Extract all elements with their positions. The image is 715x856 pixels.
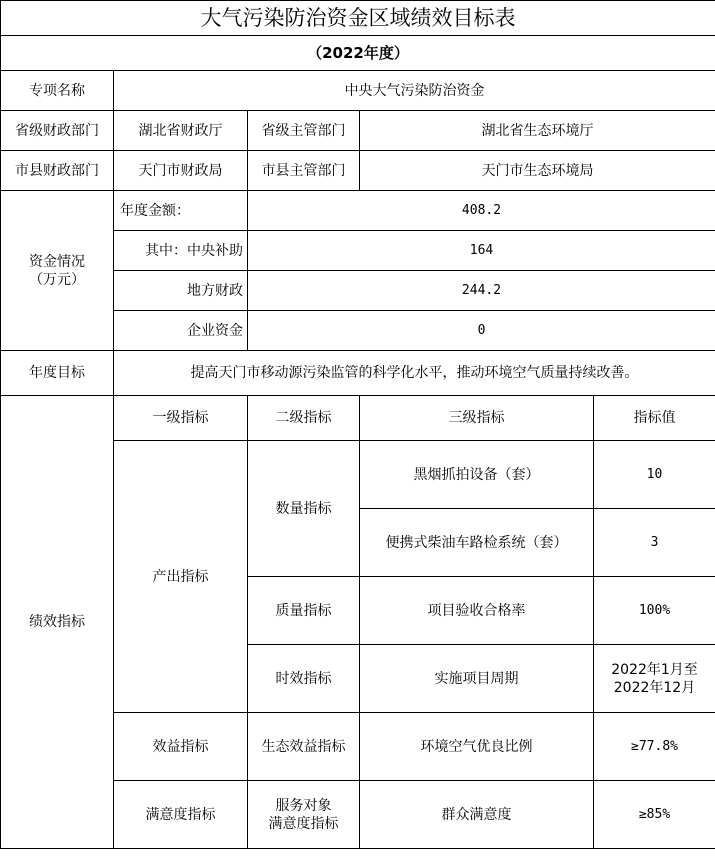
city-dept-value: 天门市生态环境局 [360, 151, 715, 191]
quality-level2: 质量指标 [248, 577, 360, 645]
provincial-finance-label: 省级财政部门 [1, 111, 114, 151]
provincial-dept-value: 湖北省生态环境厅 [360, 111, 715, 151]
timeliness-value [594, 645, 715, 713]
city-finance-value: 天门市财政局 [114, 151, 248, 191]
funds-label-line1: 资金情况 [29, 253, 85, 270]
funds-enterprise-value: 0 [248, 311, 715, 351]
funds-enterprise-label: 企业资金 [114, 311, 248, 351]
funds-central-value: 164 [248, 231, 715, 271]
quantity-item2-value: 3 [594, 509, 715, 577]
provincial-finance-value: 湖北省财政厅 [114, 111, 248, 151]
city-finance-label: 市县财政部门 [1, 151, 114, 191]
city-dept-label: 市县主管部门 [248, 151, 360, 191]
funds-central-label: 其中：中央补助 [114, 231, 248, 271]
project-name-label: 专项名称 [1, 71, 114, 111]
timeliness-level3: 实施项目周期 [360, 645, 594, 713]
annual-goal-label: 年度目标 [1, 351, 114, 396]
header-level1: 一级指标 [114, 396, 248, 441]
funds-label-line2: （万元） [29, 271, 85, 288]
benefit-level3: 环境空气优良比例 [360, 713, 594, 781]
funds-annual-value: 408.2 [248, 191, 715, 231]
annual-goal-value: 提高天门市移动源污染监管的科学化水平，推动环境空气质量持续改善。 [114, 351, 715, 396]
quantity-item2-level3: 便携式柴油车路检系统（套） [360, 509, 594, 577]
funds-annual-label: 年度金额： [114, 191, 248, 231]
benefit-level2: 生态效益指标 [248, 713, 360, 781]
benefit-level1: 效益指标 [114, 713, 248, 781]
quality-level3: 项目验收合格率 [360, 577, 594, 645]
quantity-level2: 数量指标 [248, 441, 360, 577]
performance-label: 绩效指标 [1, 396, 114, 849]
satisfaction-level2-line2: 满意度指标 [268, 815, 339, 832]
provincial-dept-label: 省级主管部门 [248, 111, 360, 151]
page-subtitle: （2022年度） [1, 36, 715, 71]
quantity-item1-value: 10 [594, 441, 715, 509]
project-name-value: 中央大气污染防治资金 [114, 71, 715, 111]
benefit-value: ≥77.8% [594, 713, 715, 781]
header-value: 指标值 [594, 396, 715, 441]
page-title: 大气污染防治资金区域绩效目标表 [1, 1, 715, 36]
funds-label [1, 191, 114, 351]
header-level2: 二级指标 [248, 396, 360, 441]
quantity-item1-level3: 黑烟抓拍设备（套） [360, 441, 594, 509]
satisfaction-value: ≥85% [594, 781, 715, 849]
satisfaction-level3: 群众满意度 [360, 781, 594, 849]
funds-local-label: 地方财政 [114, 271, 248, 311]
funds-local-value: 244.2 [248, 271, 715, 311]
header-level3: 三级指标 [360, 396, 594, 441]
timeliness-value-line2: 2022年12月 [613, 679, 696, 696]
satisfaction-level2-line1: 服务对象 [275, 797, 332, 814]
timeliness-level2: 时效指标 [248, 645, 360, 713]
timeliness-value-line1: 2022年1月至 [611, 661, 698, 678]
quality-value: 100% [594, 577, 715, 645]
output-level1: 产出指标 [114, 441, 248, 713]
satisfaction-level2 [248, 781, 360, 849]
satisfaction-level1: 满意度指标 [114, 781, 248, 849]
